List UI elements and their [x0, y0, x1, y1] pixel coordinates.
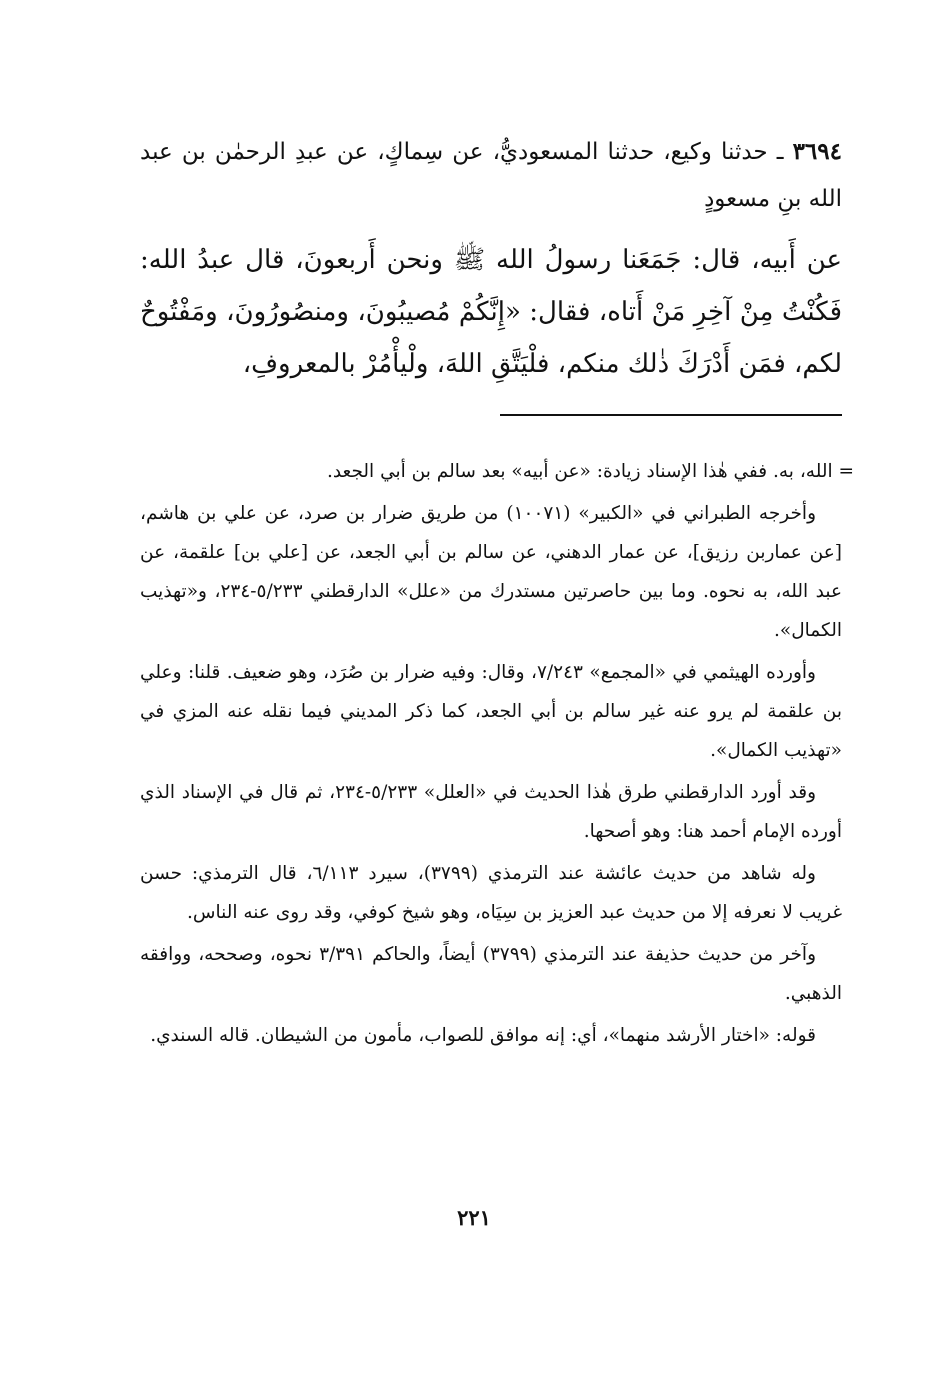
footnote-continuation: = الله، به. ففي هٰذا الإسناد زيادة: «عن أبيه» بعد سالم بن أبي الجعد.: [326, 461, 854, 482]
hadith-number: ٣٦٩٤: [792, 138, 842, 165]
footnote-paragraph: قوله: «اختار الأرشد منهما»، أي: إنه موافق للصواب، مأمون من الشيطان. قاله السندي.: [150, 1025, 816, 1046]
footnote-paragraph: وأورده الهيثمي في «المجمع» ٧/٢٤٣، وقال: وفيه ضرار بن صُرَد، وهو ضعيف. قلنا: وعلي بن علقمة لم يرو عنه غير سالم بن أبي الجعد، كما ذكر المديني فيما نقله عنه المزي في «تهذيب الكمال».: [140, 662, 842, 761]
footnote-separator: [500, 414, 842, 416]
footnote-paragraph: وله شاهد من حديث عائشة عند الترمذي (٣٧٩٩)، سيرد ٦/١١٣، قال الترمذي: حسن غريب لا نعرفه إلا من حديث عبد العزيز بن سِيَاه، وهو شيخ كوفي، وقد روى عنه الناس.: [140, 863, 842, 923]
footnotes: [140, 452, 854, 1058]
hadith-isnad-text: ـ حدثنا وكيع، حدثنا المسعوديُّ، عن سِماكٍ، عن عبدِ الرحمٰن بن عبد الله بنِ مسعودٍ: [140, 139, 842, 212]
hadith-isnad: [140, 128, 842, 223]
footnote-paragraph: وقد أورد الدارقطني طرق هٰذا الحديث في «العلل» ٥/٢٣٣-٢٣٤، ثم قال في الإسناد الذي أورده الإمام أحمد هنا: وهو أصحها.: [140, 782, 842, 842]
page-number: ٢٢١: [457, 1205, 491, 1230]
footnote-paragraph: وآخر من حديث حذيفة عند الترمذي (٣٧٩٩) أيضاً، والحاكم ٣/٣٩١ نحوه، وصححه، ووافقه الذهبي.: [140, 944, 842, 1004]
footnote-paragraph: وأخرجه الطبراني في «الكبير» (١٠٠٧١) من طريق ضرار بن صرد، عن علي بن هاشم، [عن عماربن رزيق]، عن عمار الدهني، عن سالم بن أبي الجعد، عن [علي بن] علقمة، عن عبد الله، به نحوه. وما بين حاصرتين مستدرك من «علل» الدارقطني ٥/٢٣٣-٢٣٤، و«تهذيب الكمال».: [140, 503, 843, 641]
hadith-matn: عن أَبيه، قال: جَمَعَنا رسولُ الله ﷺ ونحن أَربعونَ، قال عبدُ الله: فَكُنْتُ مِنْ آخِرِ مَنْ أَتاه، فقال: «إِنَّكُمْ مُصيبُونَ، ومنصُورُونَ، ومَفْتُوحٌ لكم، فمَن أَدْرَكَ ذٰلك منكم، فلْيَتَّقِ اللهَ، ولْيأْمُرْ بالمعروفِ،: [140, 245, 842, 379]
